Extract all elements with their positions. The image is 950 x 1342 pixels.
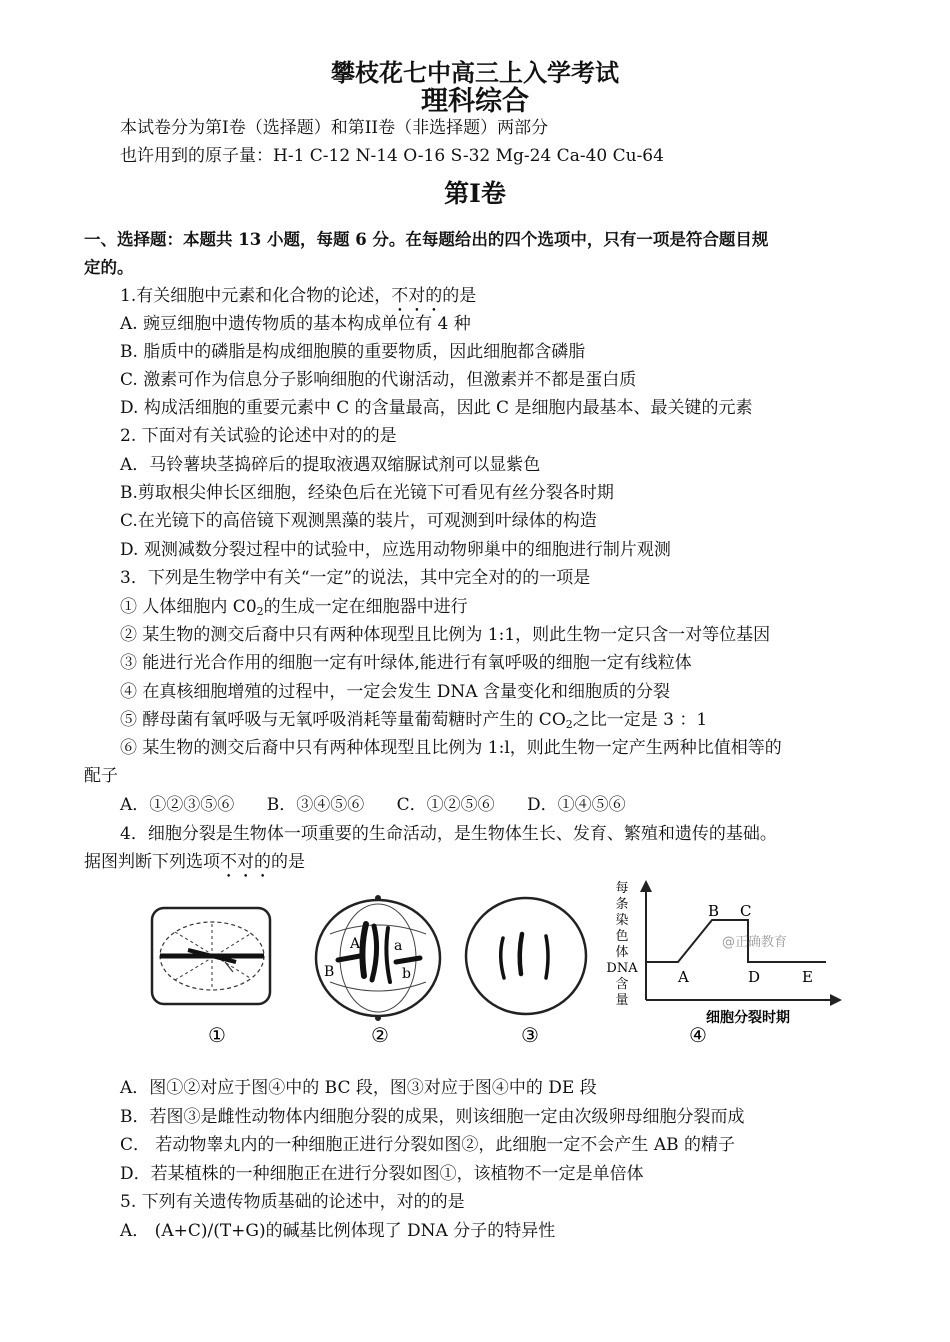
question-1-stem: 1.有关细胞中元素和化合物的论述，不对的的是 [120,286,477,306]
figure-2-animal-cell [316,895,440,1021]
graph-point-A: A [678,968,689,986]
question-3-stem: 3．下列是生物学中有关“一定”的说法，其中完全对的的一项是 [120,568,591,588]
question-3-options: A．①②③⑤⑥ B．③④⑤⑥ C．①②⑤⑥ D．①④⑤⑥ [120,795,626,815]
question-5-stem: 5. 下列有关遗传物质基础的论述中，对的的是 [120,1192,465,1212]
question-3-statement-6-cont: 配子 [84,766,118,786]
subject-title: 理科综合 [421,86,529,117]
graph-ylabel-8: 量 [615,993,629,1008]
figure-1-plant-cell [152,908,270,1004]
figure-2-letter-A: A [350,936,361,952]
exam-title: 攀枝花七中高三上入学考试 [331,58,619,87]
emphasis-mark: 不对的 [391,286,443,306]
question-1-option-a: A. 豌豆细胞中遗传物质的基本构成单位有 4 种 [120,314,471,334]
question-4-option-d: D．若某植株的一种细胞正在进行分裂如图①，该植物不一定是单倍体 [120,1164,644,1184]
graph-point-C: C [740,902,752,920]
figure-2-letter-B: B [324,964,335,980]
section-heading-line1: 一、选择题：本题共 13 小题，每题 6 分。在每题给出的四个选项中，只有一项是符合题目规 [84,230,769,249]
figure-3-cell [466,898,586,1014]
figure-2-letter-a: a [394,938,403,954]
question-4-stem-cont: 据图判断下列选项不对的的是 [84,852,305,872]
question-2-option-a: A．马铃薯块茎捣碎后的提取液遇双缩脲试剂可以显紫色 [120,455,541,475]
figure-1-label: ① [208,1023,226,1047]
graph-xlabel: 细胞分裂时期 [706,1010,790,1026]
question-3-statement-1: ① 人体细胞内 $C0_2$的生成一定在细胞器中进行 [120,597,468,618]
graph-ylabel-3: 染 [615,913,629,928]
figure-4-label: ④ [689,1023,707,1047]
graph-point-B: B [708,902,720,920]
question-1-option-c: C. 激素可作为信息分子影响细胞的代谢活动，但激素并不都是蛋白质 [120,370,637,390]
question-3-statement-4: ④ 在真核细胞增殖的过程中，一定会发生 DNA 含量变化和细胞质的分裂 [120,682,670,702]
cell-division-figure [0,876,950,1066]
graph-watermark: @正确教育 [722,935,788,950]
emphasis-mark: 不对的 [220,852,271,872]
figure-2-letter-b: b [402,966,411,982]
question-2-option-b: B.剪取根尖伸长区细胞，经染色后在光镜下可看见有丝分裂各时期 [120,483,614,503]
figure-3-label: ③ [521,1023,539,1047]
figure-2-label: ② [371,1023,389,1047]
question-3-statement-6: ⑥ 某生物的测交后裔中只有两种体现型且比例为 1:l，则此生物一定产生两种比值相等的 [120,738,782,758]
section-heading-line2: 定的。 [84,258,134,277]
question-1-option-b: B. 脂质中的磷脂是构成细胞膜的重要物质，因此细胞都含磷脂 [120,342,586,362]
question-2-option-d: D. 观测减数分裂过程中的试验中，应选用动物卵巢中的细胞进行制片观测 [120,540,671,560]
graph-ylabel-dna: DNA [606,961,638,976]
volume-title: 第I卷 [444,179,506,208]
intro-text: 本试卷分为第I卷（选择题）和第II卷（非选择题）两部分 [120,118,549,138]
question-4-stem: 4．细胞分裂是生物体一项重要的生命活动，是生物体生长、发育、繁殖和遗传的基础。 [120,824,777,844]
question-3-statement-3: ③ 能进行光合作用的细胞一定有叶绿体,能进行有氧呼吸的细胞一定有线粒体 [120,653,692,673]
graph-point-D: D [748,968,761,986]
question-5-option-a: A． (A+C)/(T+G)的碱基比例体现了 DNA 分子的特异性 [120,1221,556,1241]
graph-ylabel-4: 色 [615,929,629,944]
graph-ylabel-5: 体 [615,945,629,960]
question-4-option-b: B．若图③是雌性动物体内细胞分裂的成果，则该细胞一定由次级卵母细胞分裂而成 [120,1107,745,1127]
question-4-option-a: A．图①②对应于图④中的 BC 段，图③对应于图④中的 DE 段 [120,1078,597,1098]
graph-ylabel-7: 含 [615,977,629,992]
graph-point-E: E [802,968,813,986]
question-4-option-c: C． 若动物睾丸内的一种细胞正进行分裂如图②，此细胞一定不会产生 AB 的精子 [120,1135,735,1155]
question-2-option-c: C.在光镜下的高倍镜下观测黑藻的装片，可观测到叶绿体的构造 [120,511,597,531]
question-3-statement-5: ⑤ 酵母菌有氧呼吸与无氧呼吸消耗等量葡萄糖时产生的 $CO_2$之比一定是 3 ：1 [120,710,708,731]
graph-ylabel-1: 每 [615,881,629,896]
question-1-option-d: D. 构成活细胞的重要元素中 C 的含量最高，因此 C 是细胞内最基本、最关键的元素 [120,398,753,418]
atomic-masses: 也许用到的原子量：H-1 C-12 N-14 O-16 S-32 Mg-24 Ca-40 Cu-64 [120,146,664,166]
question-2-stem: 2. 下面对有关试验的论述中对的的是 [120,426,397,446]
question-3-statement-2: ② 某生物的测交后裔中只有两种体现型且比例为 1:1，则此生物一定只含一对等位基因 [120,625,771,645]
graph-ylabel-2: 条 [615,897,629,912]
